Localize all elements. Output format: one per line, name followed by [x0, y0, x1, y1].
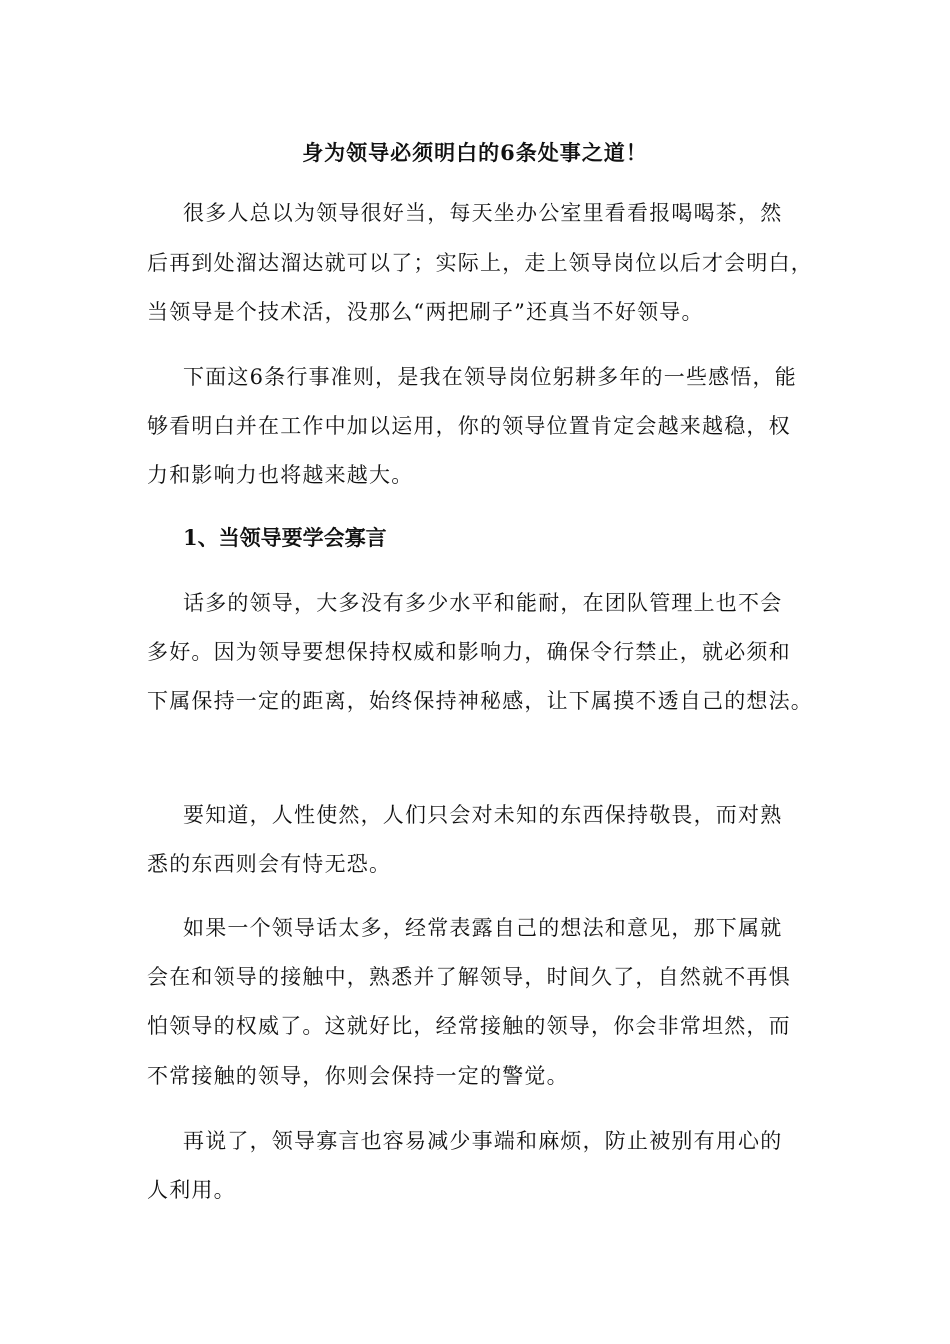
paragraph-1-line-1: 很多人总以为领导很好当，每天坐办公室里看看报喝喝茶，然	[183, 201, 783, 225]
paragraph-6-line-2: 人利用。	[147, 1178, 236, 1202]
paragraph-4-line-1: 要知道，人性使然，人们只会对未知的东西保持敬畏，而对熟	[183, 803, 783, 827]
paragraph-6-line-1: 再说了，领导寡言也容易减少事端和麻烦，防止被别有用心的	[183, 1129, 783, 1153]
paragraph-5-line-3: 怕领导的权威了。这就好比，经常接触的领导，你会非常坦然，而	[147, 1014, 791, 1038]
paragraph-5-line-4: 不常接触的领导，你则会保持一定的警觉。	[147, 1064, 569, 1088]
paragraph-1-line-2: 后再到处溜达溜达就可以了；实际上，走上领导岗位以后才会明白，	[147, 251, 813, 275]
document-title: 身为领导必须明白的6条处事之道！	[302, 140, 648, 165]
paragraph-3-line-3: 下属保持一定的距离，始终保持神秘感，让下属摸不透自己的想法。	[147, 689, 813, 713]
paragraph-5-line-1: 如果一个领导话太多，经常表露自己的想法和意见，那下属就	[183, 916, 783, 940]
paragraph-3-line-1: 话多的领导，大多没有多少水平和能耐，在团队管理上也不会	[183, 591, 783, 615]
paragraph-2-line-3: 力和影响力也将越来越大。	[147, 463, 414, 487]
paragraph-4-line-2: 悉的东西则会有恃无恐。	[147, 852, 392, 876]
paragraph-3-line-2: 多好。因为领导要想保持权威和影响力，确保令行禁止，就必须和	[147, 640, 791, 664]
paragraph-2-line-1: 下面这6条行事准则，是我在领导岗位躬耕多年的一些感悟，能	[183, 365, 797, 389]
paragraph-5-line-2: 会在和领导的接触中，熟悉并了解领导，时间久了，自然就不再惧	[147, 965, 791, 989]
section-heading: 1、当领导要学会寡言	[183, 525, 387, 550]
paragraph-2-line-2: 够看明白并在工作中加以运用，你的领导位置肯定会越来越稳，权	[147, 414, 791, 438]
paragraph-1-line-3: 当领导是个技术活，没那么“两把刷子”还真当不好领导。	[147, 300, 704, 324]
